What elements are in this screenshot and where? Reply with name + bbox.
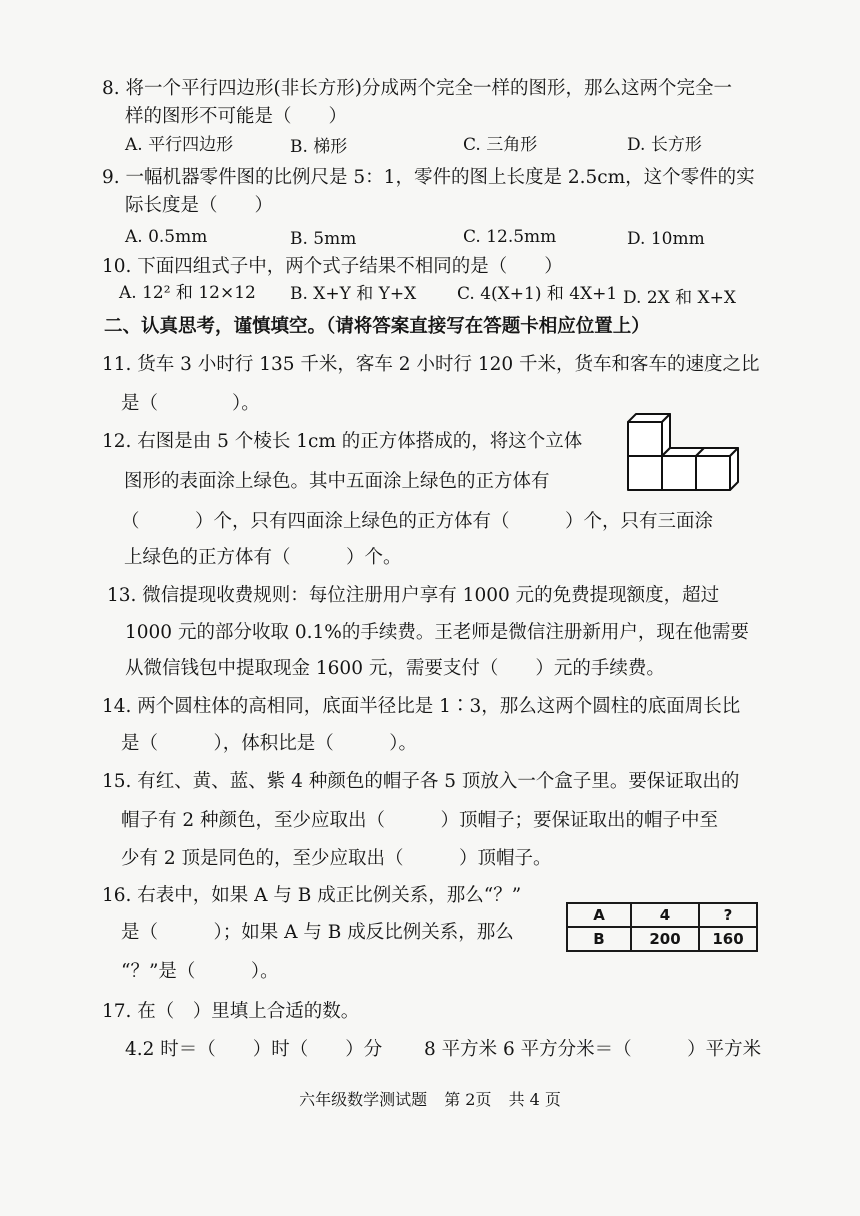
footer-page: 第 2页 (444, 1090, 492, 1109)
bottom-middle-cube-front (662, 456, 696, 490)
q9-option-d: D. 10mm (627, 229, 705, 249)
table-cell: 4 (631, 903, 699, 927)
q8-line2: 样的图形不可能是（ ） (125, 106, 348, 127)
q11-line1: 11. 货车 3 小时行 135 千米，客车 2 小时行 120 千米，货车和客车的速度之比 (102, 354, 760, 375)
q10-line1: 10. 下面四组式子中，两个式子结果不相同的是（ ） (102, 256, 563, 277)
ratio-table (566, 902, 758, 952)
q8-option-c: C. 三角形 (463, 135, 538, 155)
q8-option-d: D. 长方形 (627, 135, 702, 155)
q15-line1: 15. 有红、黄、蓝、紫 4 种颜色的帽子各 5 顶放入一个盒子里。要保证取出的 (102, 771, 740, 792)
table-cell: 200 (631, 927, 699, 951)
bottom-left-cube-front (628, 456, 662, 490)
cube-figure (616, 412, 746, 498)
q12-line4: 上绿色的正方体有（ ）个。 (124, 547, 402, 568)
q16-line1: 16. 右表中，如果 A 与 B 成正比例关系，那么“？” (102, 885, 522, 906)
q9-option-c: C. 12.5mm (463, 227, 557, 247)
q14-line2: 是（ ），体积比是（ ）。 (121, 733, 418, 754)
page-footer (0, 1087, 860, 1110)
table-cell: A (567, 903, 631, 927)
q10-option-b: B. X+Y 和 Y+X (290, 284, 417, 304)
q17-line1: 17. 在（ ）里填上合适的数。 (102, 1001, 360, 1022)
q12-line2: 图形的表面涂上绿色。其中五面涂上绿色的正方体有 (124, 471, 550, 492)
footer-total: 共 4 页 (508, 1090, 561, 1109)
q15-line3: 少有 2 顶是同色的，至少应取出（ ）顶帽子。 (121, 848, 552, 869)
table-cell: B (567, 927, 631, 951)
q11-line2: 是（ ）。 (121, 393, 260, 414)
q10-option-a: A. 12² 和 12×12 (119, 283, 256, 303)
q17-part1: 4.2 时＝（ ）时（ ）分 (125, 1039, 383, 1060)
q16-line3: “？”是（ ）。 (121, 961, 279, 982)
q13-line2: 1000 元的部分收取 0.1%的手续费。王老师是微信注册新用户，现在他需要 (125, 622, 749, 643)
q12-line3: （ ）个，只有四面涂上绿色的正方体有（ ）个，只有三面涂 (121, 511, 714, 532)
bottom-right-cube-front (696, 456, 730, 490)
q15-line2: 帽子有 2 种颜色，至少应取出（ ）顶帽子；要保证取出的帽子中至 (121, 810, 719, 831)
q8-line1: 8. 将一个平行四边形(非长方形)分成两个完全一样的图形，那么这两个完全一 (102, 78, 732, 99)
q9-line2: 际长度是（ ） (125, 195, 274, 216)
q8-option-a: A. 平行四边形 (125, 135, 234, 155)
footer-title: 六年级数学测试题 (299, 1090, 428, 1109)
table-row-a (567, 903, 757, 927)
q9-line1: 9. 一幅机器零件图的比例尺是 5：1，零件的图上长度是 2.5cm，这个零件的实 (102, 167, 755, 188)
table-cell: 160 (699, 927, 757, 951)
q9-option-b: B. 5mm (290, 229, 357, 249)
table-row-b (567, 927, 757, 951)
top-cube-front-face (628, 422, 662, 456)
q8-option-b: B. 梯形 (290, 137, 348, 157)
q9-option-a: A. 0.5mm (125, 227, 208, 247)
q16-line2: 是（ ）；如果 A 与 B 成反比例关系，那么 (121, 922, 514, 943)
q10-option-d: D. 2X 和 X+X (623, 288, 737, 308)
q13-line3: 从微信钱包中提取现金 1600 元，需要支付（ ）元的手续费。 (125, 658, 665, 679)
q10-option-c: C. 4(X+1) 和 4X+1 (457, 284, 618, 304)
section2-heading: 二、认真思考，谨慎填空。（请将答案直接写在答题卡相应位置上） (104, 316, 650, 337)
q13-line1: 13. 微信提现收费规则：每位注册用户享有 1000 元的免费提现额度，超过 (107, 585, 720, 606)
q17-part2: 8 平方米 6 平方分米＝（ ）平方米 (424, 1039, 762, 1060)
q14-line1: 14. 两个圆柱体的高相同，底面半径比是 1∶3，那么这两个圆柱的底面周长比 (102, 696, 741, 717)
right-cube-side-face (730, 448, 738, 490)
table-cell: ? (699, 903, 757, 927)
q12-line1: 12. 右图是由 5 个棱长 1cm 的正方体搭成的，将这个立体 (102, 431, 583, 452)
